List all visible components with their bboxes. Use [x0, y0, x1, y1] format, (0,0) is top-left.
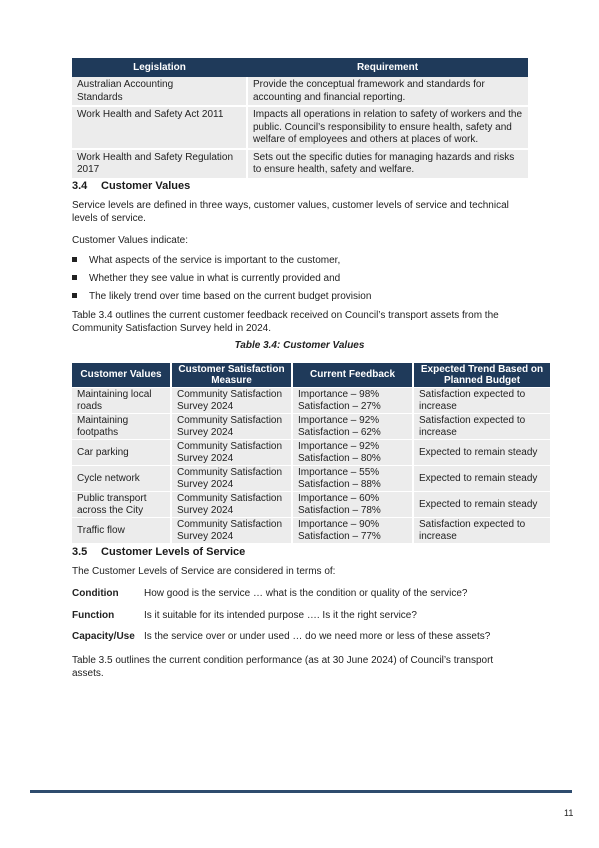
definition-capacity-use — [72, 631, 490, 642]
table-cell: Satisfaction expected to increase — [413, 414, 550, 440]
table-caption: Table 3.4: Customer Values — [234, 340, 365, 351]
table-row — [72, 106, 528, 149]
section-title: Customer Values — [101, 180, 191, 192]
table-cell: Work Health and Safety Act 2011 — [72, 106, 247, 149]
table-cell: Traffic flow — [72, 518, 171, 544]
definition-desc: Is it suitable for its intended purpose …. Is it the right service? — [144, 610, 417, 621]
bullet-icon — [72, 275, 77, 280]
table-cell: Importance – 55% Satisfaction – 88% — [292, 466, 413, 492]
table-cell: Car parking — [72, 440, 171, 466]
section-heading-3-5 — [72, 546, 245, 558]
table-cell: Importance – 92% Satisfaction – 62% — [292, 414, 413, 440]
header-current-feedback: Current Feedback — [292, 363, 413, 388]
table-row — [72, 518, 550, 544]
customer-values-table — [72, 363, 550, 543]
table-cell: Community Satisfaction Survey 2024 — [171, 518, 292, 544]
table-cell: Satisfaction expected to increase — [413, 388, 550, 414]
table-cell: Australian Accounting Standards — [72, 77, 247, 106]
table-row — [72, 466, 550, 492]
header-legislation: Legislation — [72, 58, 247, 77]
table-cell: Public transport across the City — [72, 492, 171, 518]
paragraph: Table 3.5 outlines the current condition performance (as at 30 June 2024) of Council’s transport assets. — [72, 655, 494, 679]
table-cell: Community Satisfaction Survey 2024 — [171, 440, 292, 466]
table-cell: Community Satisfaction Survey 2024 — [171, 466, 292, 492]
table-cell: Impacts all operations in relation to safety of workers and the public. Council’s responsibility to ensure health, safety and welfare of employees and others at places of work. — [247, 106, 528, 149]
list-item — [72, 273, 340, 284]
legislation-table — [72, 58, 528, 178]
table-cell: Provide the conceptual framework and standards for accounting and financial reporting. — [247, 77, 528, 106]
definition-term: Function — [72, 610, 115, 621]
list-item — [72, 255, 340, 266]
table-cell: Maintaining footpaths — [72, 414, 171, 440]
paragraph: Customer Values indicate: — [72, 235, 188, 246]
page-number: 11 — [564, 808, 574, 818]
header-expected-trend: Expected Trend Based on Planned Budget — [413, 363, 550, 388]
definition-term: Capacity/Use — [72, 631, 135, 642]
header-requirement: Requirement — [247, 58, 528, 77]
table-cell: Expected to remain steady — [413, 492, 550, 518]
list-item-text: Whether they see value in what is currently provided and — [89, 273, 341, 284]
table-cell: Expected to remain steady — [413, 466, 550, 492]
bullet-icon — [72, 257, 77, 262]
paragraph: The Customer Levels of Service are considered in terms of: — [72, 566, 336, 577]
section-number: 3.4 — [72, 180, 88, 192]
footer-rule — [30, 790, 572, 793]
list-item-text: The likely trend over time based on the current budget provision — [89, 291, 372, 302]
paragraph: Table 3.4 outlines the current customer feedback received on Council’s transport assets from the Community Satisfaction Survey held in 2024. — [72, 310, 499, 334]
table-cell: Community Satisfaction Survey 2024 — [171, 492, 292, 518]
section-title: Customer Levels of Service — [101, 546, 246, 558]
table-cell: Importance – 60% Satisfaction – 78% — [292, 492, 413, 518]
table-cell: Importance – 90% Satisfaction – 77% — [292, 518, 413, 544]
list-item-text: What aspects of the service is important to the customer, — [89, 255, 341, 266]
definition-desc: Is the service over or under used … do we need more or less of these assets? — [144, 631, 491, 642]
table-header-row — [72, 363, 550, 388]
bullet-icon — [72, 293, 77, 298]
definition-condition — [72, 588, 468, 599]
table-cell: Maintaining local roads — [72, 388, 171, 414]
table-cell: Importance – 98% Satisfaction – 27% — [292, 388, 413, 414]
table-row — [72, 77, 528, 106]
table-cell: Community Satisfaction Survey 2024 — [171, 388, 292, 414]
table-cell: Expected to remain steady — [413, 440, 550, 466]
section-heading-3-4 — [72, 180, 190, 192]
table-row — [72, 388, 550, 414]
definition-function — [72, 610, 417, 621]
paragraph: Service levels are defined in three ways, customer values, customer levels of service and technical levels of service. — [72, 200, 509, 224]
definition-term: Condition — [72, 588, 119, 599]
table-header-row — [72, 58, 528, 77]
table-row — [72, 149, 528, 178]
header-customer-values: Customer Values — [72, 363, 171, 388]
section-number: 3.5 — [72, 546, 88, 558]
table-cell: Community Satisfaction Survey 2024 — [171, 414, 292, 440]
table-cell: Work Health and Safety Regulation 2017 — [72, 149, 247, 178]
table-cell: Importance – 92% Satisfaction – 80% — [292, 440, 413, 466]
table-row — [72, 440, 550, 466]
table-cell: Sets out the specific duties for managing hazards and risks to ensure health, safety and welfare. — [247, 149, 528, 178]
header-satisfaction-measure: Customer Satisfaction Measure — [171, 363, 292, 388]
definition-desc: How good is the service … what is the condition or quality of the service? — [144, 588, 468, 599]
table-cell: Cycle network — [72, 466, 171, 492]
list-item — [72, 291, 371, 302]
table-cell: Satisfaction expected to increase — [413, 518, 550, 544]
table-row — [72, 492, 550, 518]
table-row — [72, 414, 550, 440]
